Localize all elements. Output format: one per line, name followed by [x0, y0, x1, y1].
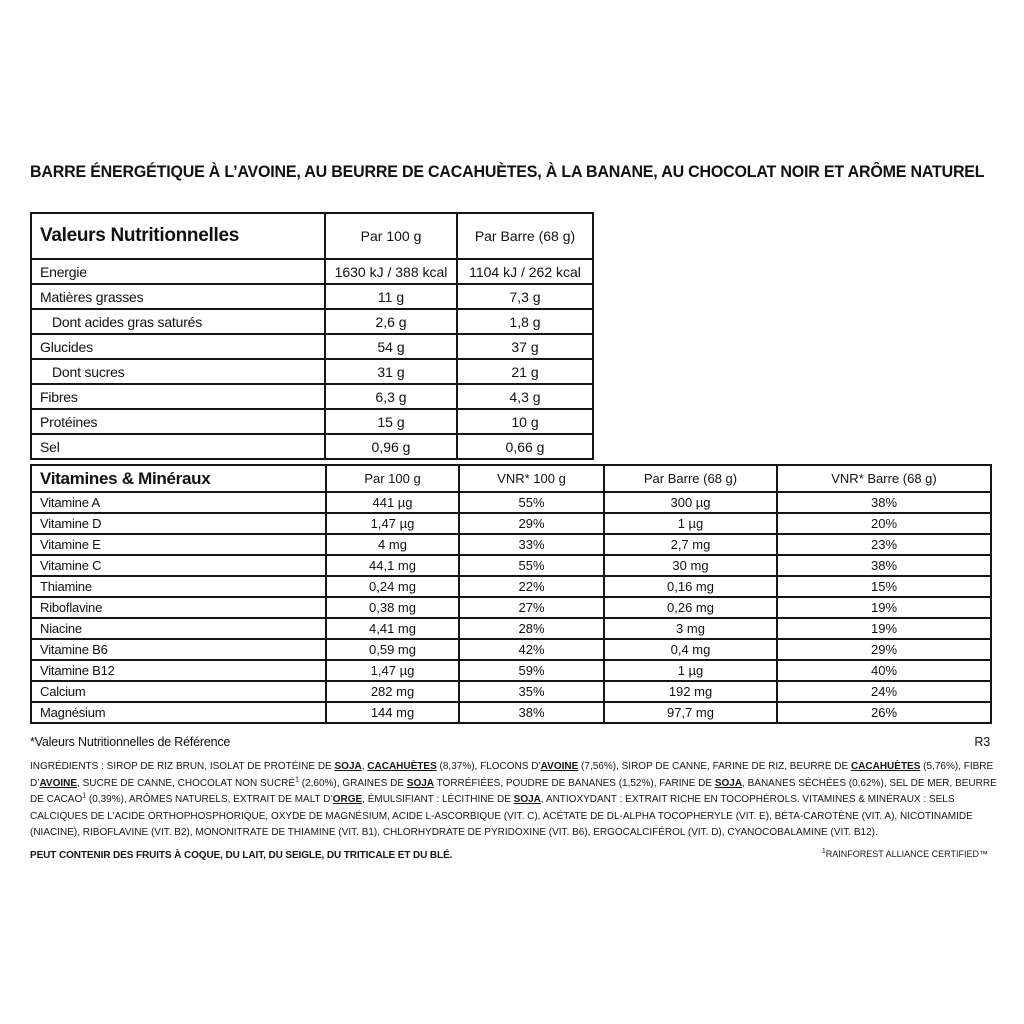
ingredients-text	[30, 759, 998, 842]
value-per-bar: 1 µg	[604, 660, 777, 681]
nutrient-label: Glucides	[31, 334, 325, 359]
vnr-per-100g: 38%	[459, 702, 604, 723]
ingredient-text: , ÉMULSIFIANT : LÉCITHINE DE	[362, 794, 514, 805]
allergen-ingredient: CACAHUÈTES	[367, 761, 437, 772]
ingredient-text: (8,37%), FLOCONS D’	[436, 761, 541, 772]
table-row	[31, 702, 991, 723]
vitamin-label: Magnésium	[31, 702, 326, 723]
nutrition-facts-table	[30, 212, 594, 460]
allergen-ingredient: AVOINE	[540, 761, 579, 772]
vitamin-label: Riboflavine	[31, 597, 326, 618]
value-per-100g: 441 µg	[326, 492, 459, 513]
column-header-per-bar: Par Barre (68 g)	[604, 465, 777, 492]
vnr-per-bar: 23%	[777, 534, 991, 555]
value-per-100g: 44,1 mg	[326, 555, 459, 576]
table-row	[31, 618, 991, 639]
allergen-ingredient: SOJA	[334, 761, 362, 772]
value-per-bar: 2,7 mg	[604, 534, 777, 555]
value-per-bar: 97,7 mg	[604, 702, 777, 723]
allergen-warning: PEUT CONTENIR DES FRUITS À COQUE, DU LAIT, DU SEIGLE, DU TRITICALE ET DU BLÉ.	[30, 849, 453, 861]
value-per-100g: 1630 kJ / 388 kcal	[325, 259, 457, 284]
ingredient-text: ,	[361, 761, 368, 772]
vnr-per-100g: 55%	[459, 555, 604, 576]
value-per-100g: 0,96 g	[325, 434, 457, 459]
vnr-per-bar: 19%	[777, 618, 991, 639]
vnr-per-bar: 38%	[777, 555, 991, 576]
footnote-marker: 1	[295, 776, 299, 784]
value-per-100g: 282 mg	[326, 681, 459, 702]
value-per-bar: 30 mg	[604, 555, 777, 576]
table-row	[31, 597, 991, 618]
table-row	[31, 284, 593, 309]
value-per-bar: 7,3 g	[457, 284, 593, 309]
value-per-100g: 15 g	[325, 409, 457, 434]
vitamin-label: Vitamine C	[31, 555, 326, 576]
vnr-per-100g: 55%	[459, 492, 604, 513]
value-per-100g: 0,59 mg	[326, 639, 459, 660]
value-per-100g: 31 g	[325, 359, 457, 384]
value-per-bar: 300 µg	[604, 492, 777, 513]
nutrition-table-header-row	[31, 213, 593, 259]
allergen-ingredient: CACAHUÈTES	[850, 761, 921, 772]
vnr-per-100g: 22%	[459, 576, 604, 597]
value-per-bar: 0,16 mg	[604, 576, 777, 597]
certification-text: RAINFOREST ALLIANCE CERTIFIED™	[825, 849, 988, 859]
vnr-per-100g: 35%	[459, 681, 604, 702]
product-title: BARRE ÉNERGÉTIQUE À L’AVOINE, AU BEURRE DE CACAHUÈTES, À LA BANANE, AU CHOCOLAT NOIR ET ARÔME NATUREL	[30, 163, 985, 181]
table-row	[31, 434, 593, 459]
certification-note	[30, 849, 988, 859]
vnr-per-bar: 29%	[777, 639, 991, 660]
ingredient-text: TORRÉFIÉES, POUDRE DE BANANES (1,52%), FARINE DE	[434, 777, 715, 789]
vnr-per-bar: 15%	[777, 576, 991, 597]
value-per-100g: 0,38 mg	[326, 597, 459, 618]
table-row	[31, 384, 593, 409]
ingredient-text: , BANANES SÉCHÉES (0,62%), SEL DE MER, BEURRE DE CACAO	[30, 777, 997, 805]
certification-footnote-marker: 1	[821, 848, 826, 855]
ingredient-text: (7,56%), SIROP DE CANNE, FARINE DE RIZ, BEURRE DE	[578, 761, 851, 772]
table-row	[31, 359, 593, 384]
vitamins-table-header-row	[31, 465, 991, 492]
nutrient-label: Protéines	[31, 409, 325, 434]
vnr-per-bar: 38%	[777, 492, 991, 513]
nutrient-label: Energie	[31, 259, 325, 284]
allergen-ingredient: AVOINE	[39, 777, 78, 789]
table-row	[31, 409, 593, 434]
reference-values-footnote: *Valeurs Nutritionnelles de Référence	[30, 735, 231, 749]
vitamin-label: Vitamine E	[31, 534, 326, 555]
value-per-100g: 1,47 µg	[326, 660, 459, 681]
vnr-per-100g: 42%	[459, 639, 604, 660]
vnr-per-bar: 26%	[777, 702, 991, 723]
vnr-per-100g: 28%	[459, 618, 604, 639]
value-per-100g: 2,6 g	[325, 309, 457, 334]
vnr-per-bar: 19%	[777, 597, 991, 618]
vitamin-label: Vitamine A	[31, 492, 326, 513]
vnr-per-100g: 29%	[459, 513, 604, 534]
allergen-ingredient: SOJA	[513, 794, 541, 805]
vnr-per-100g: 59%	[459, 660, 604, 681]
vitamins-table-title: Vitamines & Minéraux	[31, 465, 326, 492]
allergen-ingredient: SOJA	[714, 777, 743, 789]
value-per-bar: 10 g	[457, 409, 593, 434]
vnr-per-bar: 20%	[777, 513, 991, 534]
footnote-row	[30, 735, 990, 749]
value-per-100g: 6,3 g	[325, 384, 457, 409]
value-per-100g: 54 g	[325, 334, 457, 359]
value-per-bar: 1,8 g	[457, 309, 593, 334]
value-per-100g: 1,47 µg	[326, 513, 459, 534]
column-header-per-100g: Par 100 g	[325, 213, 457, 259]
ingredient-text: (2,60%), GRAINES DE	[298, 777, 407, 789]
ingredient-text: , ANTIOXYDANT : EXTRAIT RICHE EN TOCOPHÉROLS. VITAMINES & MINÉRAUX : SELS CALCIQUES DE L’ACIDE ORTHOPHOSPHORIQUE, OXYDE DE MAGNÉSIUM, ACIDE L-ASCORBIQUE (VIT. C), ACÉTATE DE DL-ALPHA TOCOPHERYLE (VIT. E), BÉTA-CAROTÈNE (VIT. A), NICOTINAMIDE (NIACINE), RIBOFLAVINE (VIT. B2), MONONITRATE DE THIAMINE (VIT. B1), CHLORHYDRATE DE PYRIDOXINE (VIT. B6), ERGOCALCIFÉROL (VIT. D), CYANOCOBALAMINE (VIT. B12).	[30, 794, 973, 838]
vnr-per-100g: 27%	[459, 597, 604, 618]
value-per-bar: 4,3 g	[457, 384, 593, 409]
vitamin-label: Vitamine D	[31, 513, 326, 534]
table-row	[31, 639, 991, 660]
value-per-bar: 21 g	[457, 359, 593, 384]
value-per-bar: 192 mg	[604, 681, 777, 702]
table-row	[31, 259, 593, 284]
value-per-100g: 0,24 mg	[326, 576, 459, 597]
value-per-100g: 4 mg	[326, 534, 459, 555]
nutrient-label: Fibres	[31, 384, 325, 409]
vitamin-label: Niacine	[31, 618, 326, 639]
column-header-vnr-bar: VNR* Barre (68 g)	[777, 465, 991, 492]
column-header-vnr-100g: VNR* 100 g	[459, 465, 604, 492]
nutrition-table-title: Valeurs Nutritionnelles	[31, 213, 325, 259]
vitamin-label: Vitamine B6	[31, 639, 326, 660]
table-row	[31, 681, 991, 702]
value-per-bar: 0,66 g	[457, 434, 593, 459]
table-row	[31, 513, 991, 534]
vnr-per-bar: 24%	[777, 681, 991, 702]
column-header-per-100g: Par 100 g	[326, 465, 459, 492]
table-row	[31, 534, 991, 555]
value-per-bar: 0,4 mg	[604, 639, 777, 660]
column-header-per-bar: Par Barre (68 g)	[457, 213, 593, 259]
table-row	[31, 576, 991, 597]
vitamin-label: Vitamine B12	[31, 660, 326, 681]
ingredient-text: (5,76%), FIBRE D’	[30, 761, 994, 789]
allergen-ingredient: ORGE	[332, 794, 363, 805]
nutrient-label: Dont sucres	[31, 359, 325, 384]
nutrient-label: Sel	[31, 434, 325, 459]
value-per-100g: 11 g	[325, 284, 457, 309]
vitamins-minerals-table	[30, 464, 992, 724]
table-row	[31, 492, 991, 513]
table-row	[31, 334, 593, 359]
value-per-100g: 144 mg	[326, 702, 459, 723]
ingredient-text: (0,39%), ARÔMES NATURELS, EXTRAIT DE MALT D’	[86, 794, 333, 805]
value-per-bar: 3 mg	[604, 618, 777, 639]
vitamin-label: Thiamine	[31, 576, 326, 597]
value-per-bar: 0,26 mg	[604, 597, 777, 618]
value-per-bar: 1104 kJ / 262 kcal	[457, 259, 593, 284]
table-row	[31, 660, 991, 681]
footnote-marker: 1	[82, 792, 87, 800]
allergen-ingredient: SOJA	[406, 777, 435, 789]
table-row	[31, 555, 991, 576]
vnr-per-100g: 33%	[459, 534, 604, 555]
value-per-100g: 4,41 mg	[326, 618, 459, 639]
value-per-bar: 1 µg	[604, 513, 777, 534]
nutrient-label: Matières grasses	[31, 284, 325, 309]
vitamin-label: Calcium	[31, 681, 326, 702]
table-row	[31, 309, 593, 334]
ingredient-text: , SUCRE DE CANNE, CHOCOLAT NON SUCRÉ	[77, 777, 296, 789]
vnr-per-bar: 40%	[777, 660, 991, 681]
nutrient-label: Dont acides gras saturés	[31, 309, 325, 334]
ingredient-text: INGRÉDIENTS : SIROP DE RIZ BRUN, ISOLAT DE PROTÉINE DE	[30, 761, 335, 772]
revision-code: R3	[974, 735, 990, 749]
value-per-bar: 37 g	[457, 334, 593, 359]
